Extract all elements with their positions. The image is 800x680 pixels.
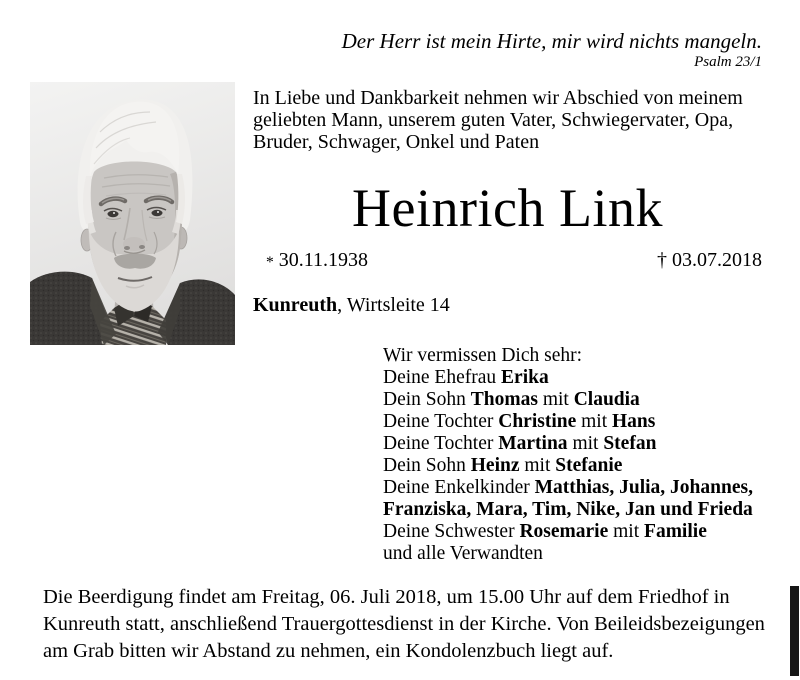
bold-name-segment: Stefan — [603, 433, 657, 454]
portrait-photo-graphic — [30, 82, 235, 345]
intro-line — [253, 109, 743, 131]
text-segment: Die Beerdigung findet am Freitag, 06. Juli 2018, um 15.00 Uhr auf dem Friedhof in — [43, 586, 730, 608]
family-line — [383, 411, 753, 433]
bold-name-segment: Martina — [498, 433, 568, 454]
text-segment: mit — [567, 433, 604, 454]
family-line — [383, 477, 753, 499]
text-segment: geliebten Mann, unserem guten Vater, Schwiegervater, Opa, — [253, 109, 734, 131]
text-segment: mit — [519, 455, 556, 476]
death-date — [657, 249, 762, 273]
family-list — [383, 345, 753, 565]
bold-name-segment: Franziska, Mara, Tim, Nike, Jan und Frieda — [383, 499, 753, 520]
funeral-line — [43, 584, 765, 611]
family-line — [383, 455, 753, 477]
bold-name-segment: Stefanie — [555, 455, 623, 476]
residence-line — [253, 294, 450, 316]
bold-name-segment: Familie — [644, 521, 707, 542]
death-date-value: 03.07.2018 — [672, 249, 762, 271]
residence-place: Kunreuth — [253, 294, 338, 316]
bold-name-segment: Heinz — [470, 455, 520, 476]
text-segment: Bruder, Schwager, Onkel und Paten — [253, 131, 540, 153]
residence-address: , Wirtsleite 14 — [337, 294, 450, 316]
quote-text: Der Herr ist mein Hirte, mir wird nichts mangeln. — [341, 29, 762, 53]
bold-name-segment: Christine — [498, 411, 577, 432]
text-segment: mit — [537, 389, 574, 410]
text-segment: Deine Tochter — [383, 411, 499, 432]
text-segment: mit — [608, 521, 645, 542]
portrait-photo — [30, 82, 235, 345]
text-segment: Deine Tochter — [383, 433, 499, 454]
bold-name-segment: Thomas — [470, 389, 538, 410]
death-cross-symbol: † — [657, 249, 667, 271]
family-line — [383, 499, 753, 521]
birth-star-symbol: * — [266, 254, 274, 272]
funeral-line — [43, 638, 765, 665]
text-segment: Deine Ehefrau — [383, 367, 502, 388]
life-dates — [253, 249, 762, 273]
text-segment: Wir vermissen Dich sehr: — [383, 345, 583, 366]
quote-source: Psalm 23/1 — [694, 54, 762, 70]
bold-name-segment: Claudia — [573, 389, 640, 410]
family-line — [383, 543, 753, 565]
text-segment: Deine Enkelkinder — [383, 477, 535, 498]
bold-name-segment: Hans — [612, 411, 656, 432]
birth-date — [266, 249, 368, 273]
text-segment: am Grab bitten wir Abstand zu nehmen, ein Kondolenzbuch liegt auf. — [43, 640, 614, 662]
family-line — [383, 389, 753, 411]
bold-name-segment: Rosemarie — [519, 521, 609, 542]
bold-name-segment: Matthias, Julia, Johannes, — [534, 477, 753, 498]
text-segment: Kunreuth statt, anschließend Trauergottesdienst in der Kirche. Von Beileidsbezeigungen — [43, 613, 765, 635]
funeral-info — [43, 584, 765, 665]
scan-artifact-bar — [790, 586, 799, 676]
funeral-line — [43, 611, 765, 638]
text-segment: und alle Verwandten — [383, 543, 543, 564]
family-line — [383, 367, 753, 389]
text-segment: Dein Sohn — [383, 389, 471, 410]
intro-line — [253, 131, 743, 153]
family-line — [383, 433, 753, 455]
text-segment: mit — [576, 411, 612, 432]
bible-quote — [342, 29, 762, 71]
bold-name-segment: Erika — [501, 367, 549, 388]
intro-text — [253, 87, 743, 153]
family-line — [383, 345, 753, 367]
text-segment: Dein Sohn — [383, 455, 471, 476]
text-segment: Deine Schwester — [383, 521, 520, 542]
deceased-name: Heinrich Link — [352, 178, 663, 238]
intro-line — [253, 87, 743, 109]
text-segment: In Liebe und Dankbarkeit nehmen wir Abschied von meinem — [253, 87, 743, 109]
family-line — [383, 521, 753, 543]
birth-date-value: 30.11.1938 — [278, 249, 369, 271]
